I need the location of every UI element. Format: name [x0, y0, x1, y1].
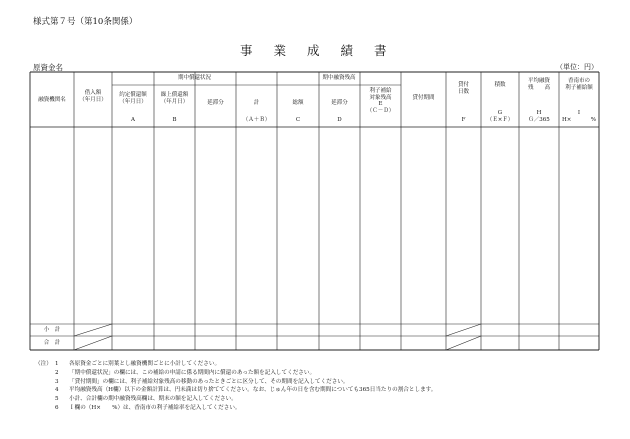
col-overdue: 延滞分 — [207, 100, 224, 106]
col-borrow-amount: 借入額 （年月日） — [79, 90, 107, 103]
col-subsidy-amount: 香南市の 利子補給額 — [565, 78, 593, 91]
letter-c: C — [295, 117, 301, 123]
form-number: 様式第７号（第10条関係） — [33, 17, 138, 27]
col-subsidy-balance: 利子補給 対象残高 E （Ｃ－Ｄ） — [366, 88, 395, 114]
note-item: 3 「貸付期間」の欄には、利子補給対象残高の移動のあったときごとに区分して、その期間を記入してください。 — [55, 378, 349, 385]
notes — [35, 360, 436, 413]
col-loan-period: 貸付期間 — [412, 95, 435, 101]
note-item: 6 Ｉ欄の（H× %）は、香南市の利子補給率を記入してください。 — [55, 404, 241, 411]
col-total: 計 — [253, 100, 260, 106]
subtotal-label: 小 計 — [43, 326, 61, 333]
unit-label: （単位：円） — [556, 63, 598, 71]
note-item: 5 小計、合計欄の期中融資残高欄は、期末の額を記入してください。 — [55, 396, 237, 403]
fund-name-label: 原資金名 — [33, 63, 63, 72]
col-scheduled: 約定償還額 （年月日） — [119, 92, 147, 105]
letter-h: H Ｇ／365 — [528, 110, 550, 123]
col-avg-balance: 平均融資 残 高 — [527, 78, 550, 91]
page-title: 事業成績書 — [240, 43, 408, 58]
col-product: 積数 — [494, 82, 506, 88]
letter-b: B — [172, 117, 177, 123]
letter-a: A — [131, 117, 135, 123]
col-early: 繰上償還額 （年月日） — [160, 92, 189, 105]
subtotal-borrow-slash — [74, 324, 112, 336]
col-institution: 融資機関名 — [38, 97, 66, 103]
letter-ab: （Ａ＋Ｂ） — [242, 117, 271, 123]
letter-f: F — [461, 117, 466, 123]
total-label: 合 計 — [43, 339, 61, 346]
col-balance-total: 総額 — [292, 100, 304, 106]
subtotal-days-slash — [446, 324, 481, 336]
note-item: （注） 1 各原資金ごとに別葉とし融資機関ごとに小計してください。 — [35, 361, 221, 367]
letter-g: G （Ｅ×Ｆ） — [486, 110, 514, 123]
letter-i: I H× % — [562, 110, 596, 123]
col-balance-overdue: 延滞分 — [331, 100, 348, 106]
group-repayment-status: 期中償還状況 — [177, 75, 211, 82]
group-loan-balance: 期中融資残高 — [322, 75, 356, 82]
total-days-slash — [446, 336, 481, 350]
total-borrow-slash — [74, 336, 112, 350]
note-item: 4 平均融資残高（H欄）以下の金額計算は、円未満は切り捨ててください。なお、じゅん年の日を含む期間についても365日当たりの割合とします。 — [55, 387, 437, 394]
col-days: 貸付 日数 — [457, 82, 469, 95]
note-item: 2 「期中償還状況」の欄には、この補給の申請に係る期間内に償還のあった額を記入してください。 — [55, 369, 316, 376]
letter-d: D — [337, 117, 342, 123]
